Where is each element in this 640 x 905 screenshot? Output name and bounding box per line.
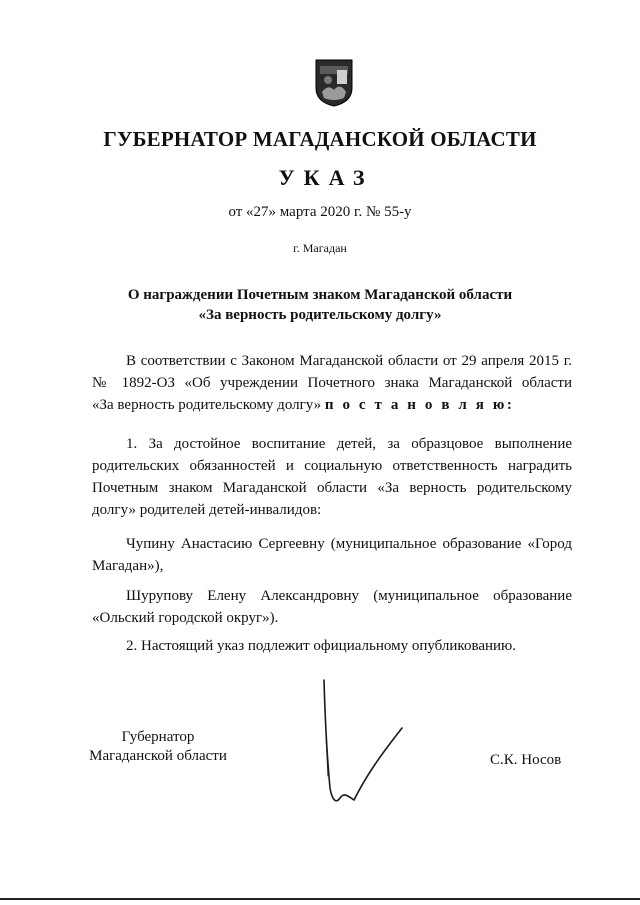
text-line: Магадан»), <box>92 558 164 574</box>
text-line: № 1892-ОЗ «Об учреждении Почетного знака Магаданской области <box>92 375 572 391</box>
item-1-paragraph <box>92 433 572 521</box>
text-line: 1. За достойное воспитание детей, за образцовое выполнение <box>126 436 572 452</box>
subject-line: О награждении Почетным знаком Магаданской области <box>127 287 513 303</box>
text-line: Шурупову Елену Александровну (муниципальное образование <box>126 588 572 604</box>
text-line: родительских обязанностей и социальную ответственность наградить <box>92 458 572 474</box>
date-number-line: от «27» марта 2020 г. № 55-у <box>228 204 412 220</box>
recipient-2-paragraph <box>92 585 572 629</box>
text-fragment: «За верность родительскому долгу» <box>92 397 322 413</box>
signatory-name: С.К. Носов <box>490 752 562 768</box>
document-type: УКАЗ <box>278 165 374 190</box>
position-line: Губернатор <box>121 729 195 745</box>
decree-word: п о с т а н о в л я ю: <box>324 397 515 413</box>
place-of-issue: г. Магадан <box>293 241 347 255</box>
magadan-coat-of-arms-icon <box>314 58 354 108</box>
decree-subject <box>0 285 640 325</box>
item-2-paragraph <box>92 635 572 657</box>
text-line: Чупину Анастасию Сергеевну (муниципальное образование «Город <box>126 536 572 552</box>
recipient-1-paragraph <box>92 533 572 577</box>
issuer-title: ГУБЕРНАТОР МАГАДАНСКОЙ ОБЛАСТИ <box>103 127 537 151</box>
text-line: 2. Настоящий указ подлежит официальному опубликованию. <box>126 638 517 654</box>
position-line: Магаданской области <box>89 748 227 764</box>
text-line <box>92 394 572 416</box>
preamble-paragraph <box>92 350 572 416</box>
text-line: долгу» родителей детей-инвалидов: <box>92 502 322 518</box>
handwritten-signature <box>310 676 430 806</box>
signatory-position <box>88 728 228 766</box>
text-line: В соответствии с Законом Магаданской области от 29 апреля 2015 г. <box>126 353 572 369</box>
subject-line: «За верность родительскому долгу» <box>198 307 442 323</box>
text-line: Почетным знаком Магаданской области «За верность родительскому <box>92 480 572 496</box>
text-line: «Ольский городской округ»). <box>92 610 279 626</box>
bottom-edge-line <box>0 898 640 900</box>
